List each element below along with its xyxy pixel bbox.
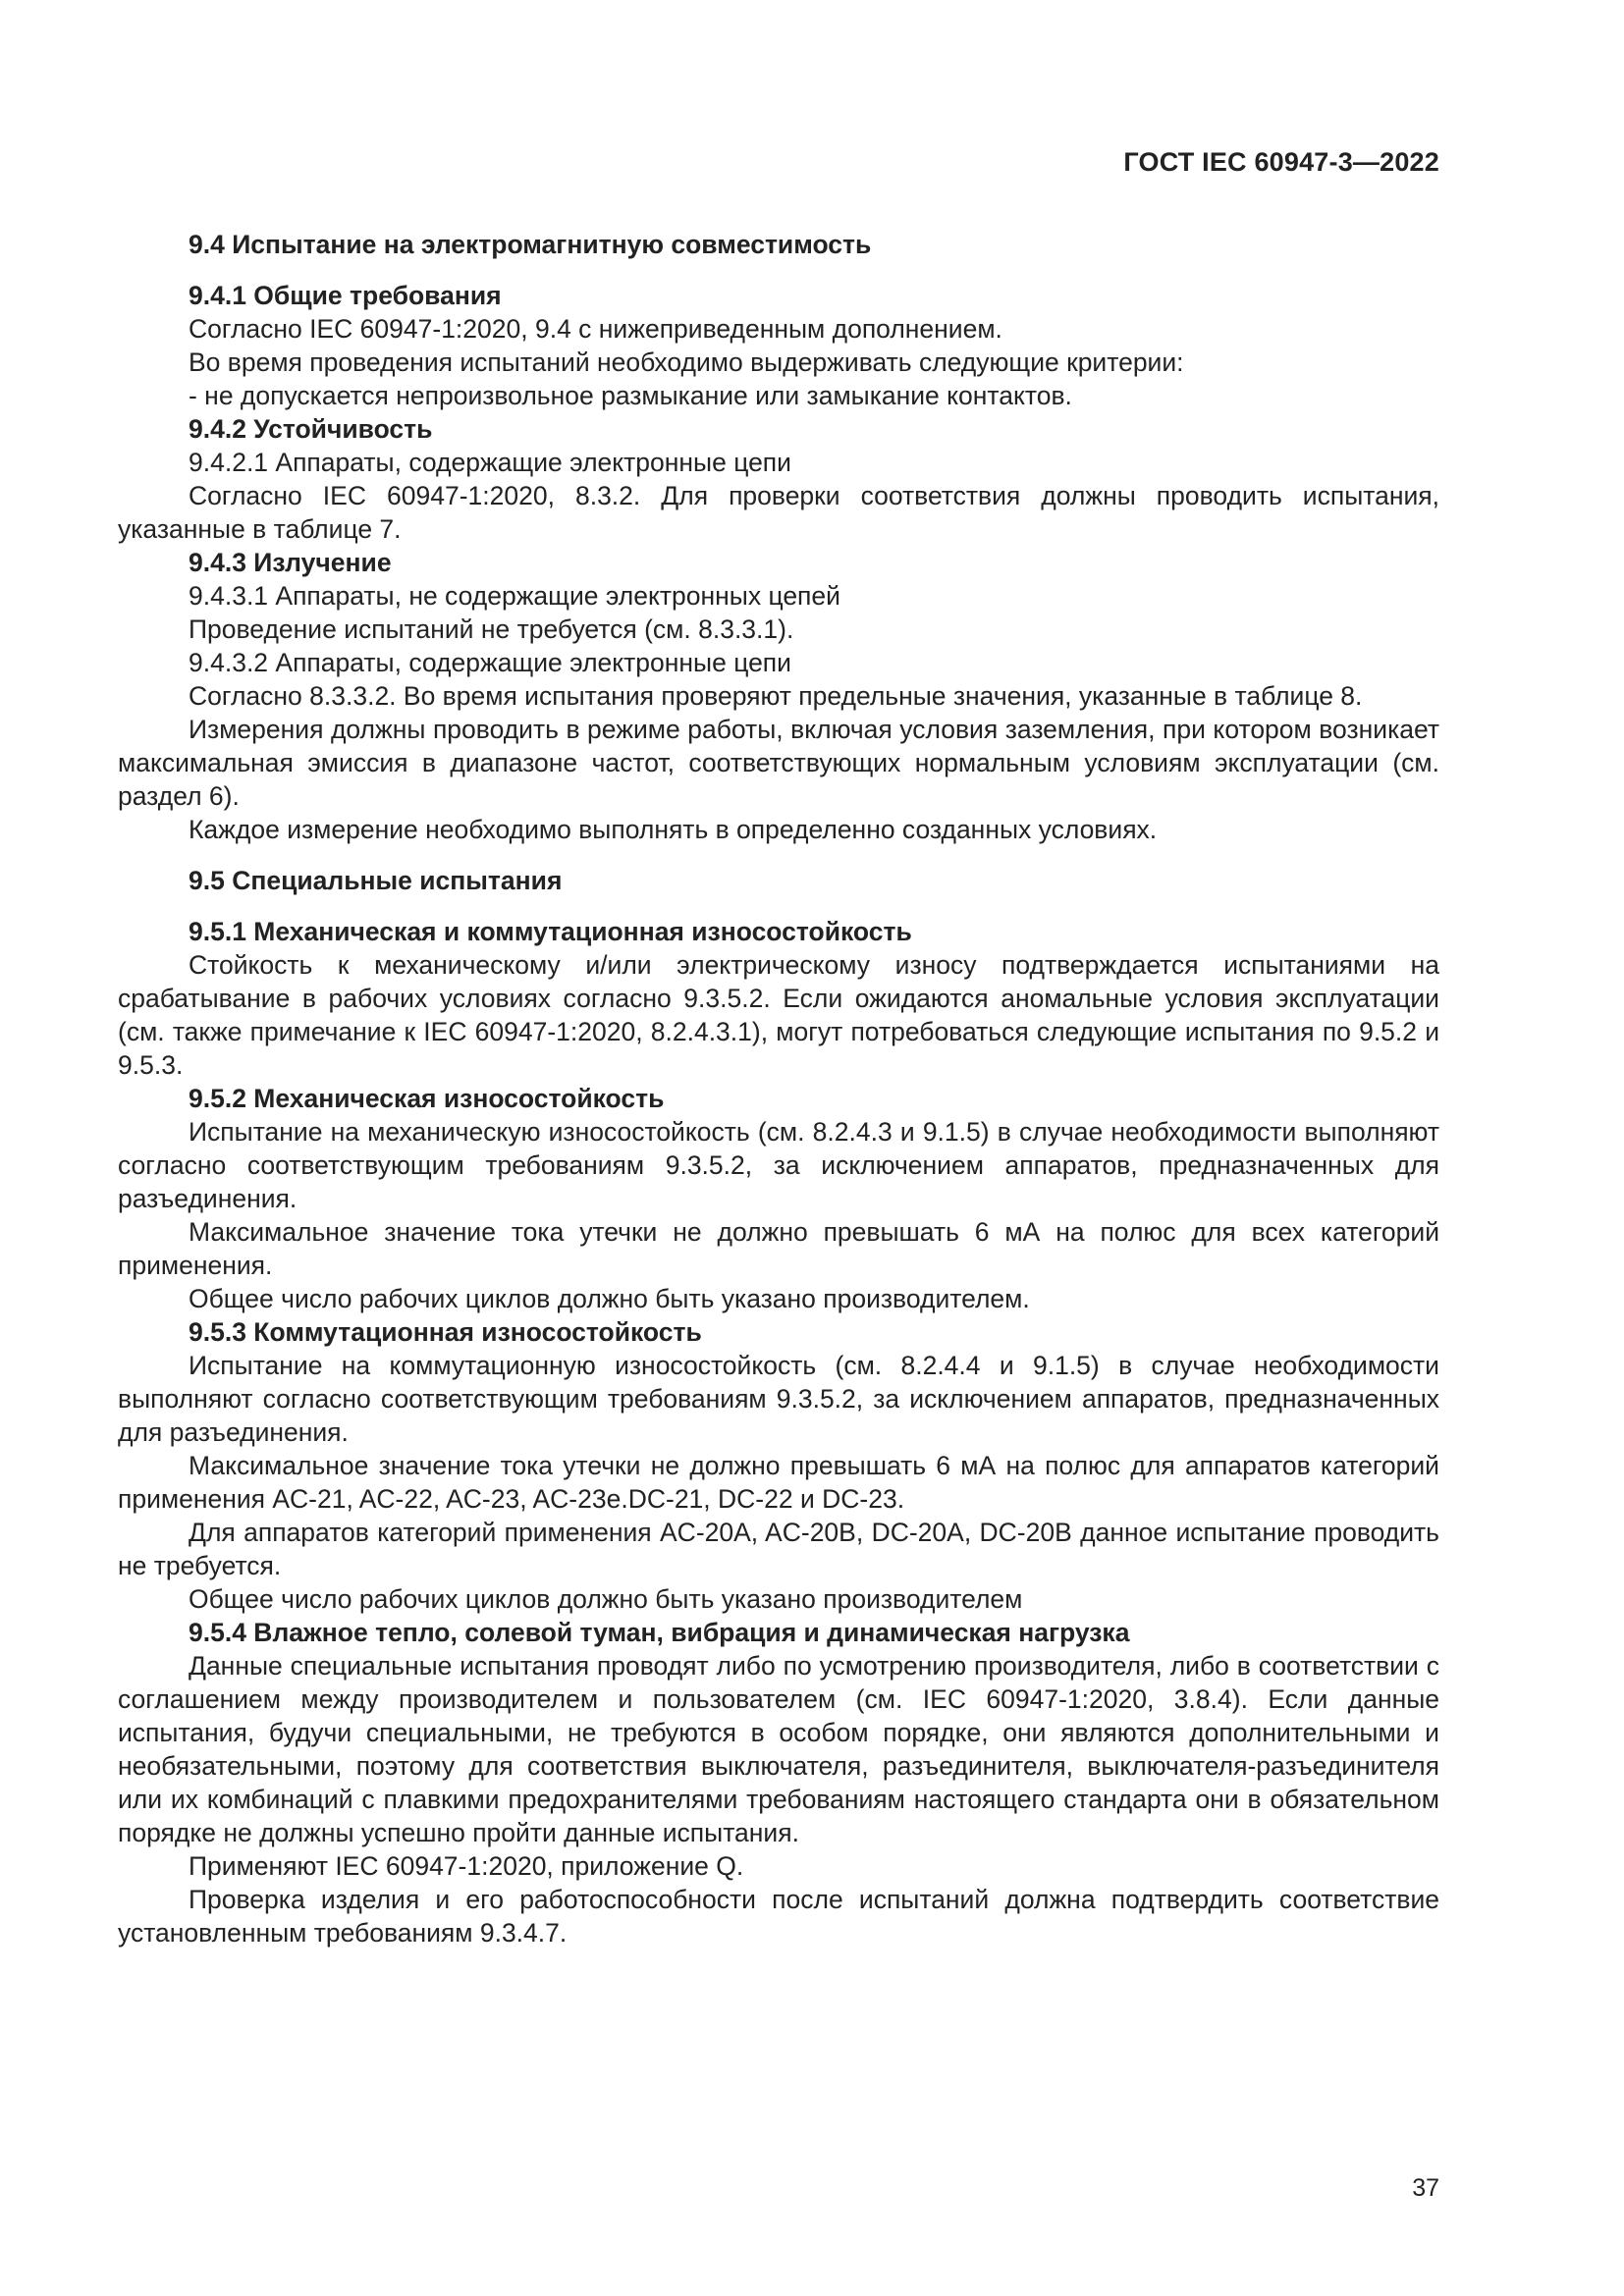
body-paragraph: 9.4.3.2 Аппараты, содержащие электронные цепи <box>189 648 791 677</box>
body-paragraph: Каждое измерение необходимо выполнять в определенно созданных условиях. <box>189 815 1158 844</box>
body-paragraph: Максимальное значение тока утечки не должно превышать 6 мА на полюс для аппаратов категорий применения AC-21, AC-22, AC-23, AC-23e.DC-21, DC-22 и DC-23. <box>118 1451 1439 1514</box>
page-number: 37 <box>1412 2174 1439 2202</box>
body-paragraph: Во время проведения испытаний необходимо выдерживать следующие критерии: <box>189 347 1184 377</box>
body-paragraph: Согласно IEC 60947-1:2020, 9.4 с нижеприведенным дополнением. <box>189 314 1002 344</box>
body-paragraph: Испытание на механическую износостойкость (см. 8.2.4.3 и 9.1.5) в случае необходимости выполняют согласно соответствующим требованиям 9.3.5.2, за исключением аппаратов, предназначенных для разъединения. <box>118 1117 1439 1213</box>
section-heading: 9.5.2 Механическая износостойкость <box>189 1084 665 1113</box>
body-paragraph: Проведение испытаний не требуется (см. 8.3.3.1). <box>189 614 794 644</box>
body-paragraph: 9.4.3.1 Аппараты, не содержащие электронных цепей <box>189 581 840 611</box>
section-heading: 9.4 Испытание на электромагнитную совместимость <box>189 230 872 259</box>
section-heading: 9.4.2 Устойчивость <box>189 414 433 444</box>
body-paragraph: Согласно 8.3.3.2. Во время испытания проверяют предельные значения, указанные в таблице 8. <box>189 681 1363 711</box>
section-heading: 9.4.3 Излучение <box>189 548 392 577</box>
section-heading: 9.5.4 Влажное тепло, солевой туман, вибрация и динамическая нагрузка <box>189 1618 1130 1647</box>
body-paragraph: Стойкость к механическому и/или электрическому износу подтверждается испытаниями на срабатывание в рабочих условиях согласно 9.3.5.2. Если ожидаются аномальные условия эксплуатации (см. также примечание к IEC 60947-1:2020, 8.2.4.3.1), могут потребоваться следующие испытания по 9.5.2 и 9.5.3. <box>118 950 1439 1080</box>
body-paragraph: Общее число рабочих циклов должно быть указано производителем. <box>189 1284 1030 1313</box>
document-code-header: ГОСТ IEC 60947-3—2022 <box>1123 147 1439 177</box>
body-paragraph: Данные специальные испытания проводят либо по усмотрению производителя, либо в соответствии с соглашением между производителем и пользователем (см. IEC 60947-1:2020, 3.8.4). Если данные испытания, будучи специальными, не требуются в особом порядке, они являются дополнительными и необязательными, поэтому для соответствия выключателя, разъединителя, выключателя-разъединителя или их комбинаций с плавкими предохранителями требованиям настоящего стандарта они в обязательном порядке не должны успешно пройти данные испытания. <box>118 1651 1439 1847</box>
body-paragraph: Проверка изделия и его работоспособности после испытаний должна подтвердить соответствие установленным требованиям 9.3.4.7. <box>118 1885 1439 1948</box>
body-paragraph: 9.4.2.1 Аппараты, содержащие электронные цепи <box>189 448 791 477</box>
body-paragraph: Применяют IEC 60947-1:2020, приложение Q. <box>189 1851 744 1881</box>
body-paragraph: Для аппаратов категорий применения AC-20A, AC-20B, DC-20A, DC-20B данное испытание проводить не требуется. <box>118 1518 1439 1580</box>
body-paragraph: Испытание на коммутационную износостойкость (см. 8.2.4.4 и 9.1.5) в случае необходимости выполняют согласно соответствующим требованиям 9.3.5.2, за исключением аппаратов, предназначенных для разъединения. <box>118 1351 1439 1447</box>
body-paragraph: Измерения должны проводить в режиме работы, включая условия заземления, при котором возникает максимальная эмиссия в диапазоне частот, соответствующих нормальным условиям эксплуатации (см. раздел 6). <box>118 715 1439 811</box>
section-heading: 9.5.3 Коммутационная износостойкость <box>189 1317 702 1347</box>
section-heading: 9.5 Специальные испытания <box>189 866 563 895</box>
section-heading: 9.4.1 Общие требования <box>189 281 502 310</box>
document-body <box>118 228 1439 1949</box>
body-paragraph: Согласно IEC 60947-1:2020, 8.3.2. Для проверки соответствия должны проводить испытания, указанные в таблице 7. <box>118 481 1439 544</box>
section-heading: 9.5.1 Механическая и коммутационная износостойкость <box>189 917 912 946</box>
body-paragraph: Общее число рабочих циклов должно быть указано производителем <box>189 1584 1023 1614</box>
body-paragraph: - не допускается непроизвольное размыкание или замыкание контактов. <box>189 381 1072 410</box>
body-paragraph: Максимальное значение тока утечки не должно превышать 6 мА на полюс для всех категорий применения. <box>118 1217 1439 1280</box>
